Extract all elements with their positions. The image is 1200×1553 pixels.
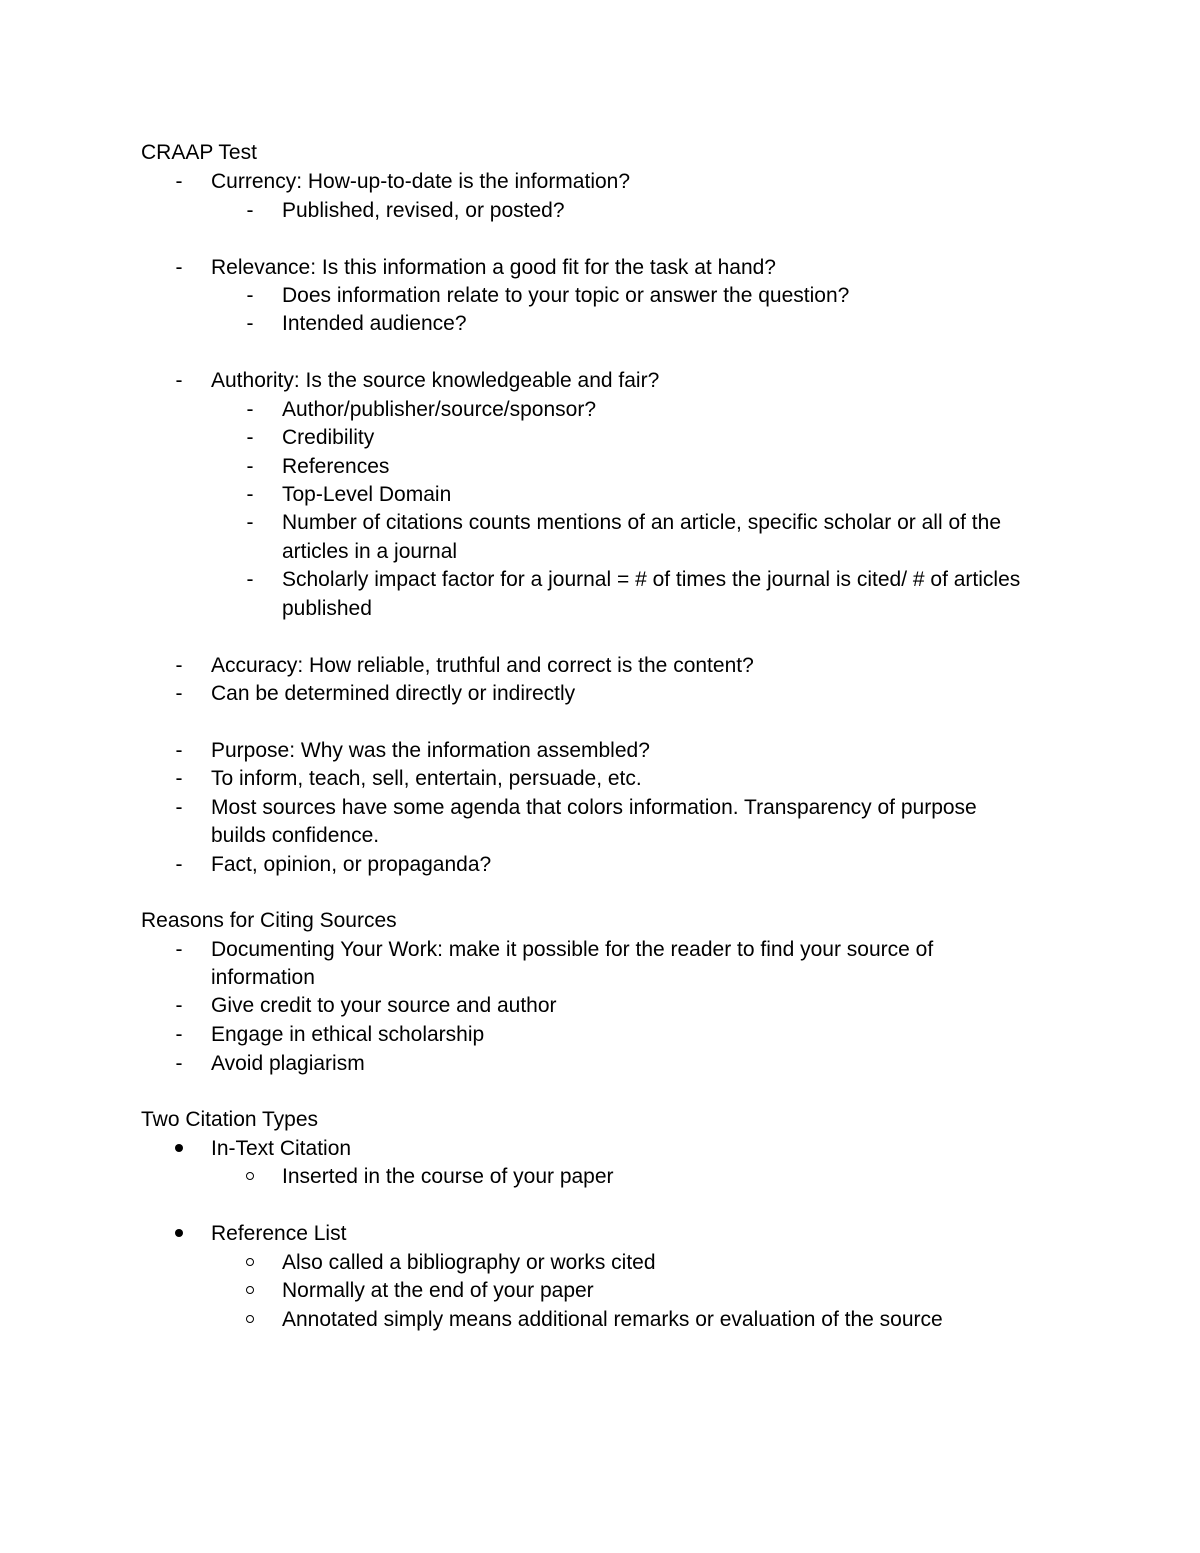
authority-sub-item-continued: published (282, 597, 372, 620)
dash-bullet: - (175, 739, 183, 762)
dash-bullet: - (175, 369, 183, 392)
authority-sub-item: Author/publisher/source/sponsor? (282, 398, 597, 421)
purpose-item: Most sources have some agenda that colors information. Transparency of purpose (211, 796, 977, 819)
hollow-bullet-icon (240, 1277, 260, 1305)
dash-bullet: - (175, 853, 183, 876)
dash-bullet: - (246, 568, 254, 591)
dash-bullet: - (246, 312, 254, 335)
dash-bullet: - (246, 511, 254, 534)
purpose-item: Purpose: Why was the information assembled? (211, 739, 650, 762)
authority-sub-item: References (282, 455, 390, 478)
authority-item: Authority: Is the source knowledgeable and fair? (211, 369, 660, 392)
accuracy-item: Can be determined directly or indirectly (211, 682, 576, 705)
dash-bullet: - (175, 682, 183, 705)
reason-item: Engage in ethical scholarship (211, 1023, 485, 1046)
authority-sub-item: Scholarly impact factor for a journal = # of times the journal is cited/ # of articles (282, 568, 1021, 591)
hollow-bullet-icon (240, 1306, 260, 1334)
authority-sub-item: Credibility (282, 426, 375, 449)
dash-bullet: - (175, 767, 183, 790)
reason-item: Avoid plagiarism (211, 1052, 365, 1075)
purpose-item-continued: builds confidence. (211, 824, 380, 847)
reason-item-continued: information (211, 966, 315, 989)
authority-sub-item: Number of citations counts mentions of an article, specific scholar or all of the (282, 511, 1002, 534)
dash-bullet: - (175, 796, 183, 819)
dash-bullet: - (175, 938, 183, 961)
dash-bullet: - (246, 426, 254, 449)
section-heading-citation-types: Two Citation Types (141, 1108, 319, 1131)
hollow-bullet-icon (240, 1163, 260, 1191)
filled-bullet-icon (169, 1220, 189, 1248)
relevance-sub-item: Intended audience? (282, 312, 467, 335)
dash-bullet: - (175, 1023, 183, 1046)
filled-bullet-icon (169, 1135, 189, 1163)
dash-bullet: - (246, 455, 254, 478)
section-heading-reasons: Reasons for Citing Sources (141, 909, 397, 932)
hollow-bullet-icon (240, 1249, 260, 1277)
dash-bullet: - (175, 170, 183, 193)
relevance-sub-item: Does information relate to your topic or answer the question? (282, 284, 850, 307)
dash-bullet: - (175, 256, 183, 279)
in-text-citation-sub-item: Inserted in the course of your paper (282, 1165, 614, 1188)
dash-bullet: - (246, 199, 254, 222)
purpose-item: To inform, teach, sell, entertain, persuade, etc. (211, 767, 642, 790)
currency-sub-item: Published, revised, or posted? (282, 199, 565, 222)
dash-bullet: - (175, 654, 183, 677)
dash-bullet: - (246, 398, 254, 421)
reference-list-sub-item: Also called a bibliography or works cited (282, 1251, 656, 1274)
accuracy-item: Accuracy: How reliable, truthful and correct is the content? (211, 654, 754, 677)
reason-item: Documenting Your Work: make it possible for the reader to find your source of (211, 938, 934, 961)
dash-bullet: - (175, 994, 183, 1017)
authority-sub-item: Top-Level Domain (282, 483, 452, 506)
reason-item: Give credit to your source and author (211, 994, 557, 1017)
relevance-item: Relevance: Is this information a good fit for the task at hand? (211, 256, 776, 279)
section-heading-craap: CRAAP Test (141, 141, 257, 164)
purpose-item: Fact, opinion, or propaganda? (211, 853, 492, 876)
dash-bullet: - (246, 483, 254, 506)
reference-list-sub-item: Annotated simply means additional remarks or evaluation of the source (282, 1308, 943, 1331)
reference-list-sub-item: Normally at the end of your paper (282, 1279, 594, 1302)
dash-bullet: - (175, 1052, 183, 1075)
reference-list-item: Reference List (211, 1222, 347, 1245)
in-text-citation-item: In-Text Citation (211, 1137, 352, 1160)
authority-sub-item-continued: articles in a journal (282, 540, 458, 563)
currency-item: Currency: How-up-to-date is the information? (211, 170, 631, 193)
dash-bullet: - (246, 284, 254, 307)
